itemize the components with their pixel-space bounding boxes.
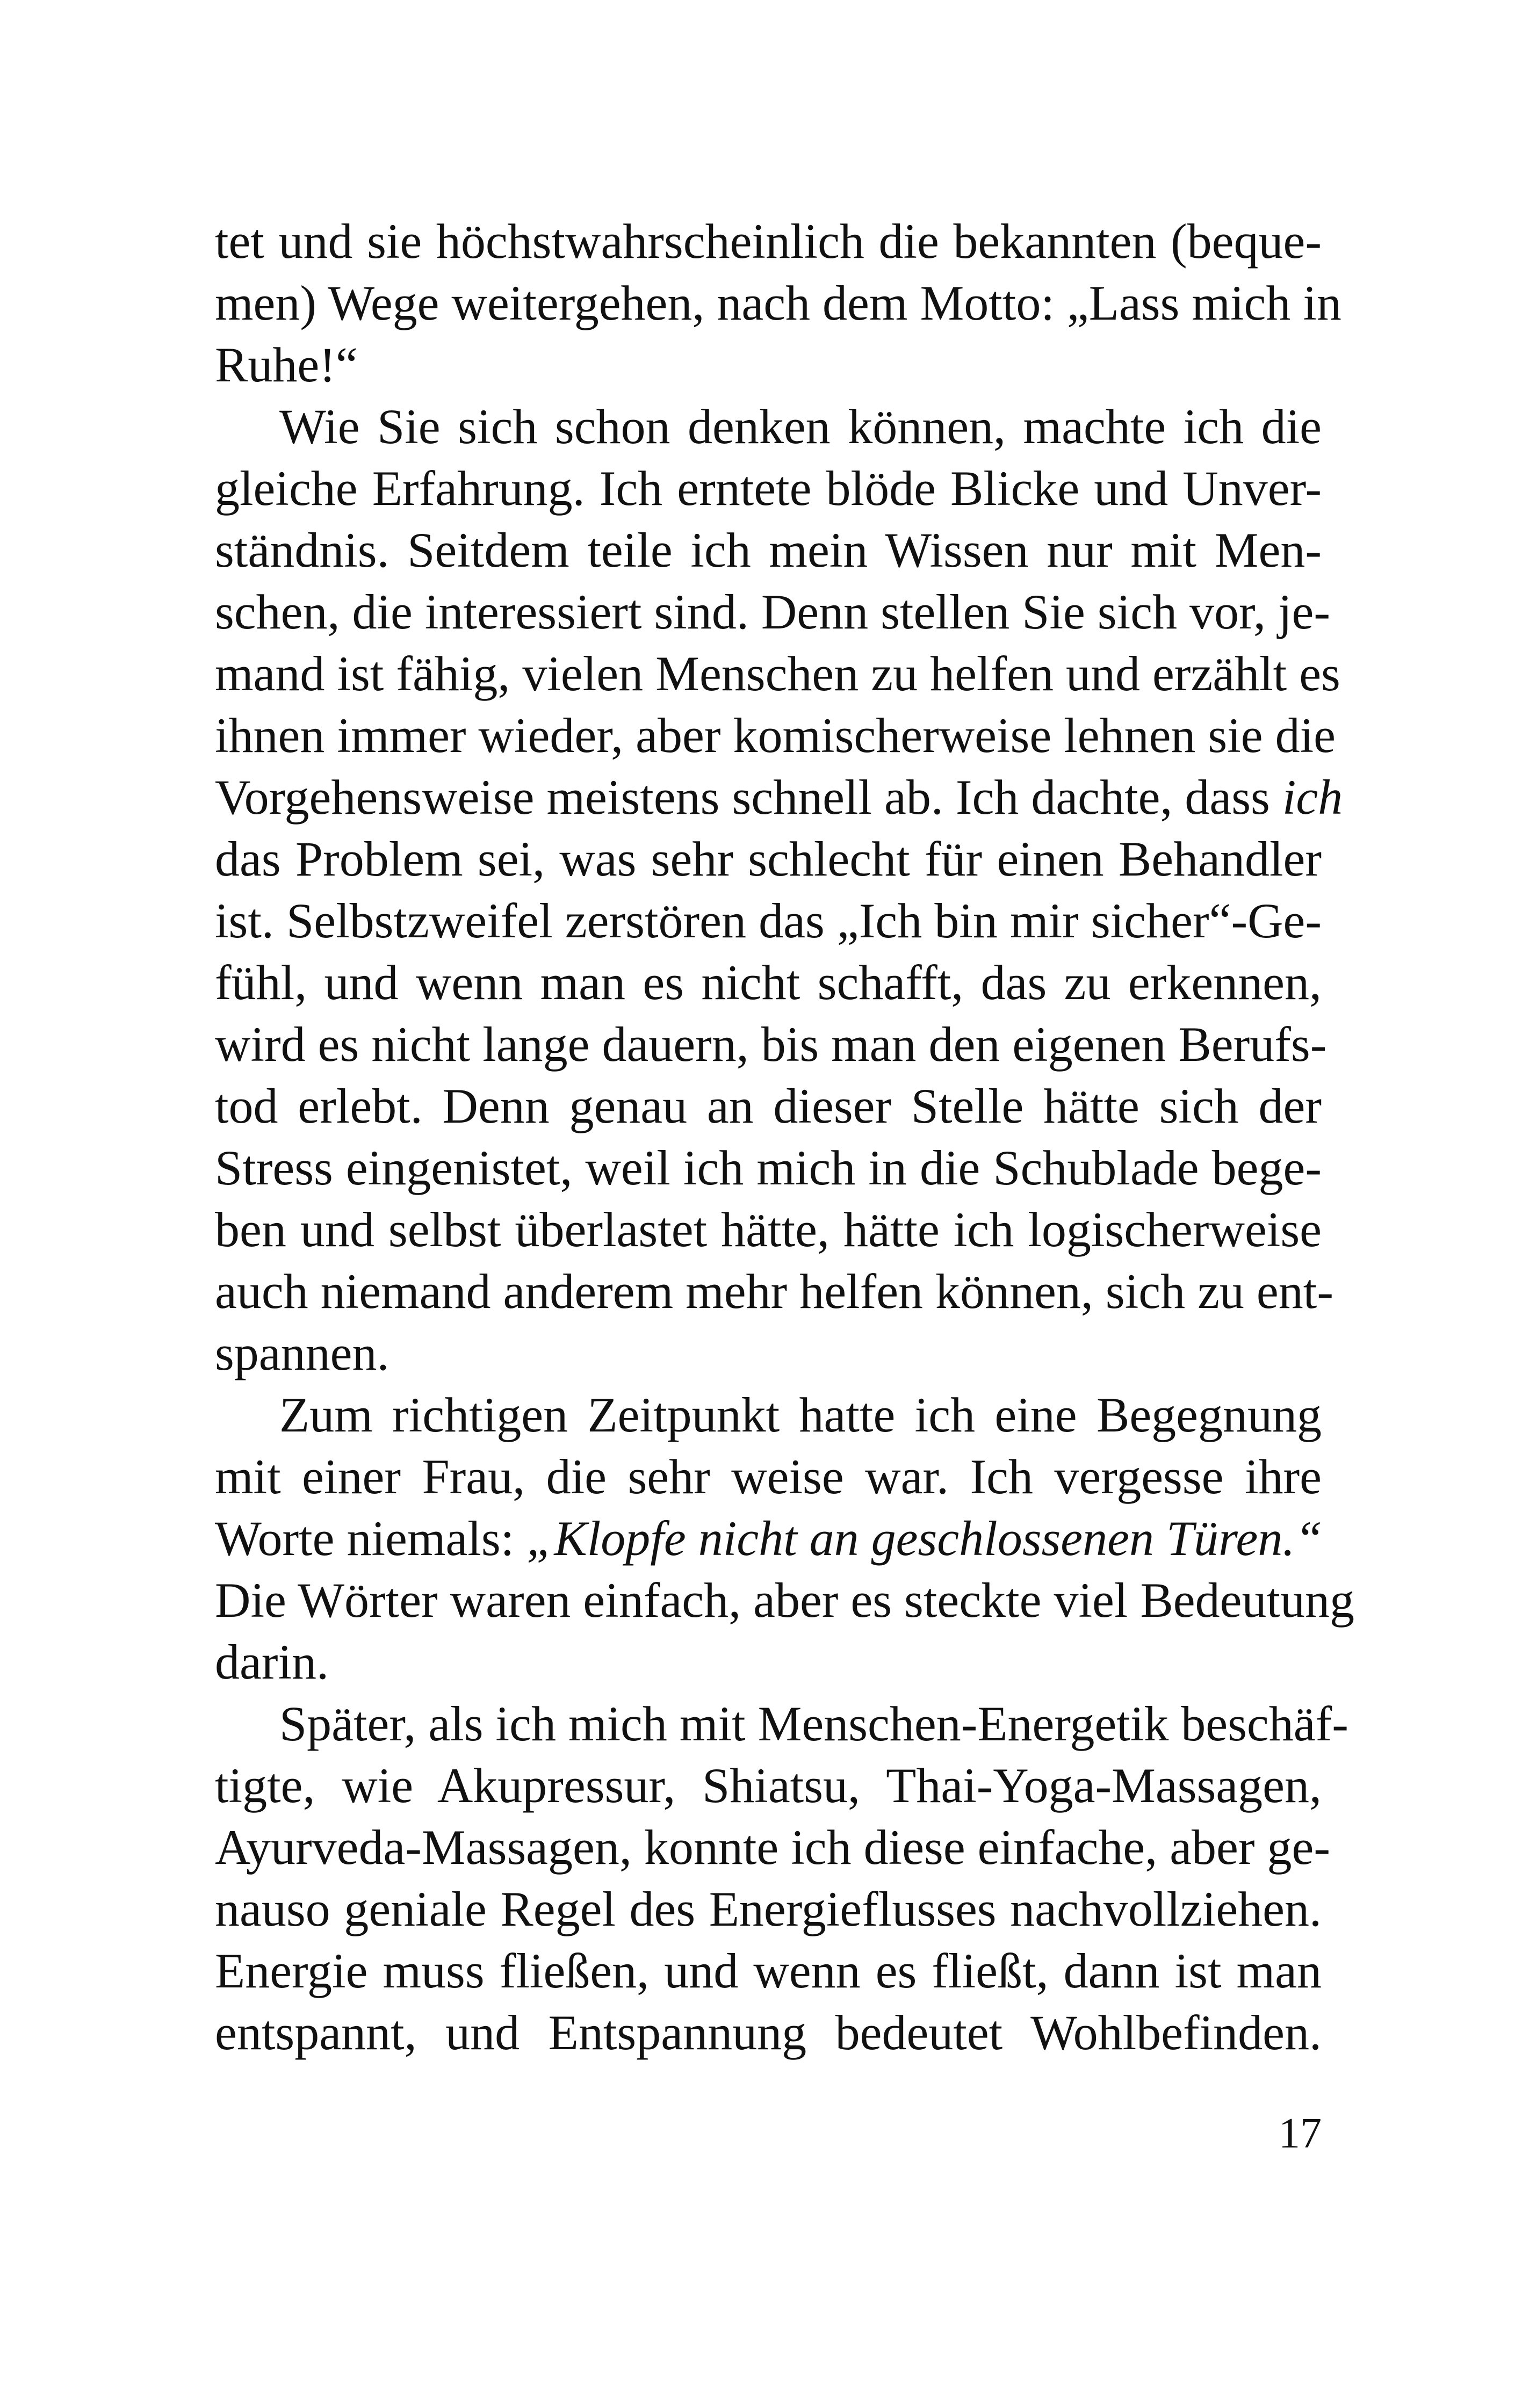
text-line: ständnis. Seitdem teile ich mein Wissen nur mit Men- [215,523,1322,577]
text-line-segment: Worte niemals: [215,1511,527,1566]
text-line: mit einer Frau, die sehr weise war. Ich vergesse ihre [215,1449,1322,1504]
text-line: ben und selbst überlastet hätte, hätte ich logischerweise [215,1202,1322,1257]
text-line: Stress eingenistet, weil ich mich in die Schublade bege- [215,1140,1322,1195]
text-line: tigte, wie Akupressur, Shiatsu, Thai-Yoga-Massagen, [215,1758,1322,1813]
text-line: ihnen immer wieder, aber komischerweise lehnen sie die [215,708,1336,763]
italic-text: ich [1282,770,1343,825]
text-line: tet und sie höchstwahrscheinlich die bekannten (beque- [215,214,1322,269]
text-line: Die Wörter waren einfach, aber es steckte viel Bedeutung [215,1573,1355,1628]
text-line: tod erlebt. Denn genau an dieser Stelle hätte sich der [215,1079,1322,1133]
text-line: mand ist fähig, vielen Menschen zu helfen und erzählt es [215,646,1340,701]
text-line: wird es nicht lange dauern, bis man den eigenen Berufs- [215,1017,1327,1072]
text-line: gleiche Erfahrung. Ich erntete blöde Blicke und Unver- [215,461,1322,516]
text-line: Ayurveda-Massagen, konnte ich diese einfache, aber ge- [215,1820,1330,1875]
page-number: 17 [1279,2110,1322,2157]
body-text [215,211,1355,2064]
text-line: entspannt, und Entspannung bedeutet Wohlbefinden. [215,2005,1322,2060]
text-line-segment: Vorgehensweise meistens schnell ab. Ich dachte, dass [215,770,1282,825]
text-line: ist. Selbstzweifel zerstören das „Ich bin mir sicher“-Ge- [215,893,1322,948]
text-line: Zum richtigen Zeitpunkt hatte ich eine Begegnung [279,1387,1322,1442]
italic-text: „Klopfe nicht an geschlossenen Türen.“ [526,1511,1323,1566]
text-line: Später, als ich mich mit Menschen-Energetik beschäf- [279,1696,1348,1751]
text-line: auch niemand anderem mehr helfen können, sich zu ent- [215,1264,1333,1319]
text-line: Wie Sie sich schon denken können, machte ich die [279,399,1322,454]
text-line: schen, die interessiert sind. Denn stellen Sie sich vor, je- [215,584,1331,639]
text-line: nauso geniale Regel des Energieflusses nachvollziehen. [215,1882,1322,1936]
text-line: men) Wege weitergehen, nach dem Motto: „Lass mich in [215,276,1341,330]
text-line: fühl, und wenn man es nicht schafft, das zu erkennen, [215,955,1322,1010]
text-line: spannen. [215,1326,389,1380]
text-line [215,1508,1322,1570]
text-line: darin. [215,1635,329,1689]
text-line: Ruhe!“ [215,337,358,392]
text-line [215,766,1343,828]
text-line: Energie muss fließen, und wenn es fließt, dann ist man [215,1943,1322,1998]
text-line: das Problem sei, was sehr schlecht für einen Behandler [215,831,1322,886]
